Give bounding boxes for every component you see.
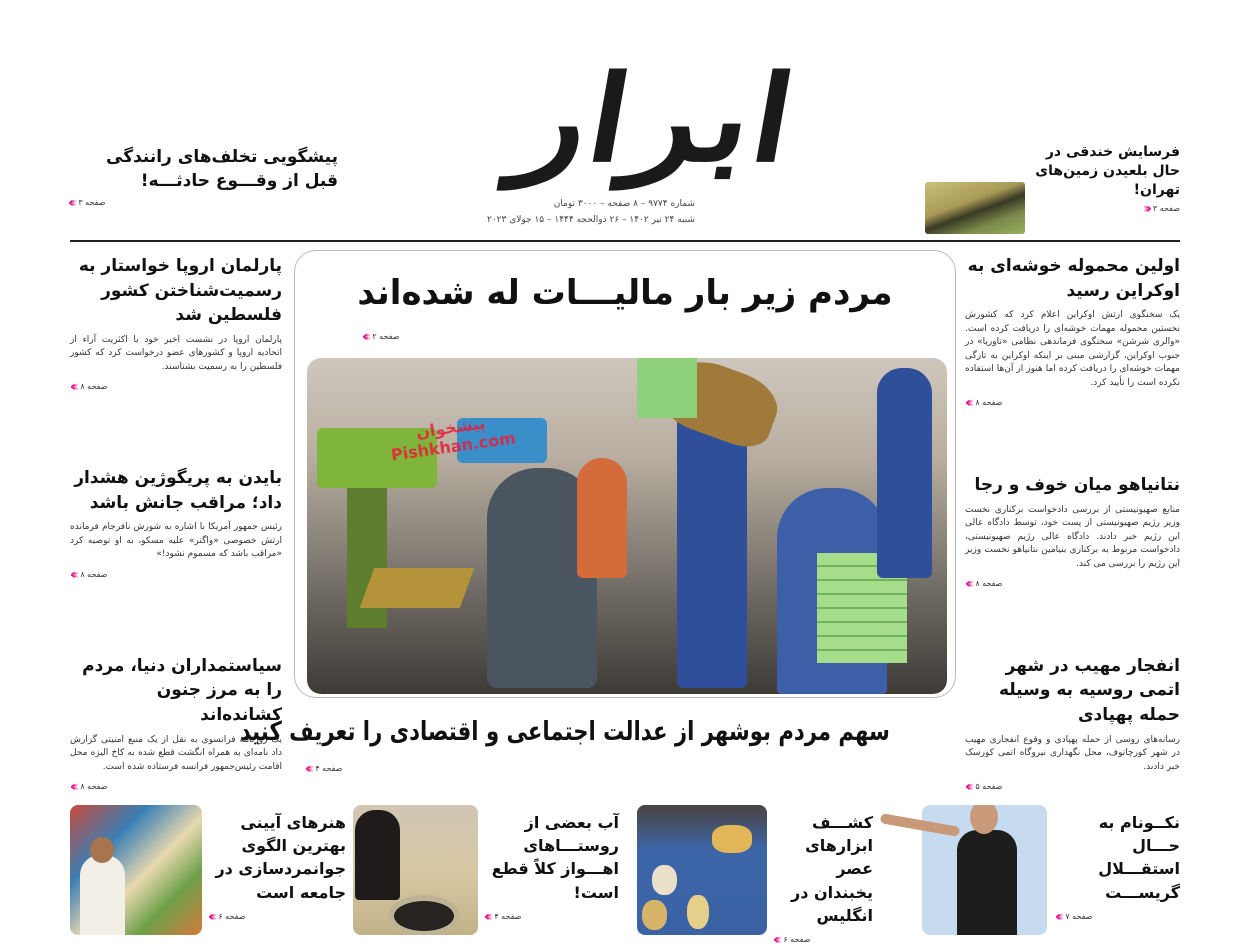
right-story-3[interactable]	[965, 654, 1180, 794]
top-teaser-right[interactable]	[1035, 143, 1180, 216]
lead-photo	[307, 358, 947, 694]
painting-photo	[70, 805, 202, 935]
issue-line: شماره ۹۷۷۴ – ۸ صفحه – ۳۰۰۰ تومان	[553, 199, 695, 209]
story-title: نتانیاهو میان خوف و رجا	[974, 474, 1180, 495]
lead-headline: مردم زیر بار مالیـــات له شده‌اند	[357, 273, 893, 313]
teaser-title: فرسایش خندقی در حال بلعیدن زمین‌های تهران!	[1035, 144, 1180, 198]
page-ref-label: صفحه ۶	[218, 911, 246, 921]
story-title: آب بعضی از روستـــاهای اهـــواز کلاً قطع است!	[491, 813, 619, 902]
second-lead-headline[interactable]: سهم مردم بوشهر از عدالت اجتماعی و اقتصادی را تعریف کنید	[239, 717, 890, 747]
bottom-story-4[interactable]	[70, 805, 348, 935]
page-ref-label: صفحه ۸	[975, 579, 1003, 588]
coach-figure	[957, 830, 1017, 935]
well-opening	[388, 895, 460, 935]
story-body: پارلمان اروپا در نشست اخیر خود با اکثریت آراء از اتحادیه اروپا و کشورهای عضو درخواست کرد که کشور فلسطین را به رسمیت بشناسند.	[70, 334, 282, 372]
bottom-story-1[interactable]	[880, 805, 1180, 935]
left-story-2[interactable]	[70, 466, 282, 582]
left-column	[70, 254, 282, 794]
page-ref[interactable]	[484, 910, 619, 924]
artifact	[712, 825, 752, 853]
story-title: هنرهای آیینی بهترین الگوی جوانمردسازی در جامعه است	[215, 813, 346, 902]
page-ref-label: صفحه ۷	[1065, 911, 1093, 921]
page-ref-label: صفحه ۴	[494, 911, 522, 921]
story-text	[773, 811, 873, 947]
story-title: اولین محموله خوشه‌ای به اوکراین رسید	[967, 256, 1180, 301]
page-ref[interactable]	[965, 780, 1180, 794]
sinkhole-photo	[925, 182, 1025, 234]
story-title: پارلمان اروپا خواستار به رسمیت‌شناختن کشور فلسطین شد	[78, 256, 282, 326]
page-ref-label: صفحه ۴	[315, 764, 343, 773]
page-ref[interactable]	[773, 933, 873, 947]
worker-figure	[577, 458, 627, 578]
page-ref-label: صفحه ۸	[80, 569, 108, 579]
story-body: یک سخنگوی ارتش اوکراین اعلام کرد که کشورش نخستین محموله مهمات خوشه‌ای را دریافت کرده است. «والری شرشن» سخنگوی فرماندهی نظامی «تاوریا» در جنوب اوکراین، گزارشی مبنی بر اینکه اوکراین به تازگی مهمات خوشه‌ای را دریافت کرده اما هنوز از آن‌ها استفاده نکرده است را تأیید کرد.	[965, 310, 1180, 388]
left-story-1[interactable]	[70, 254, 282, 394]
page-ref[interactable]	[70, 380, 282, 394]
arrow-icon: ‹‹‹	[965, 576, 971, 592]
story-body: یک روزنامه فرانسوی به نقل از یک منبع امنیتی گزارش داد نامه‌ای به همراه انگشت قطع شده به کاخ الیزه محل اقامت رئیس‌جمهور فرانسه فرستاده شده است.	[70, 734, 282, 772]
page-ref[interactable]	[70, 780, 282, 794]
arrow-icon: ‹‹‹	[773, 931, 779, 948]
page-ref[interactable]	[965, 577, 1180, 591]
well-photo	[353, 805, 478, 935]
date-line: شنبه ۲۴ تیر ۱۴۰۲ – ۲۶ ذوالحجه ۱۴۴۴ – ۱۵ جولای ۲۰۲۳	[487, 215, 695, 225]
page-ref[interactable]	[70, 568, 282, 582]
page-ref[interactable]	[68, 196, 338, 210]
arrow-icon: ‹‹‹	[70, 379, 76, 396]
arrow-icon: ‹‹‹	[208, 908, 214, 925]
bottom-story-2[interactable]	[637, 805, 877, 948]
bottom-story-3[interactable]	[353, 805, 623, 935]
masthead-logo: ابرار	[505, 49, 806, 188]
porter-figure	[877, 368, 932, 578]
page-ref[interactable]	[208, 910, 346, 924]
story-title: انفجار مهیب در شهر اتمی روسیه به وسیله حمله پهپادی	[998, 655, 1180, 725]
teaser-title: پیشگویی تخلف‌های رانندگی قبل از وقـــوع حادثـــه!	[106, 147, 338, 191]
story-body: رئیس جمهور آمریکا با اشاره به شورش نافرجام فرمانده ارتش خصوصی «واگنر» علیه مسکو، به او توصیه کرد «مراقب باشد که مسموم نشود!»	[70, 522, 282, 560]
artifact	[687, 895, 709, 929]
page-ref[interactable]	[1035, 202, 1180, 216]
man-head	[90, 837, 114, 863]
page-ref-label: صفحه ۳	[1152, 203, 1180, 213]
woman-figure	[355, 810, 400, 900]
right-story-1[interactable]	[965, 254, 1180, 410]
story-body: منابع صهیونیستی از بررسی دادخواست برکناری نخست وزیر رژیم صهیونیستی از پست خود، توسط دادگاه عالی این رژیم خبر دادند. دادگاه عالی رژیم صهیونیستی، دادخواست مربوط به برکناری بنیامین نتانیاهو نخست وزیر این رژیم را بررسی می کند.	[965, 504, 1180, 569]
man-figure	[80, 855, 125, 935]
page-ref-label: صفحه ۶	[783, 934, 811, 944]
story-body: رسانه‌های روسی از حمله پهپادی و وقوع انفجاری مهیب در شهر کورچاتوف، محل نگهداری نیروگاه اتمی کورسک خبر دادند.	[965, 734, 1180, 772]
artifacts-photo	[637, 805, 767, 935]
arrow-icon: ‹‹‹	[484, 908, 490, 925]
page-ref[interactable]	[1055, 910, 1180, 924]
arrow-icon: ‹‹‹	[362, 329, 368, 345]
page-ref-label: صفحه ۸	[80, 382, 108, 392]
story-title: نکــونام به حـــال استقـــلال گریســـت	[1098, 813, 1180, 902]
top-teaser-left[interactable]	[68, 146, 338, 210]
masthead-rule	[70, 240, 1180, 242]
arrow-icon: ‹‹‹	[305, 761, 311, 777]
story-title: کشـــف ابزارهای عصر یخبندان در انگلیس	[791, 813, 873, 925]
arrow-icon: ‹‹‹	[1055, 908, 1061, 925]
page-ref-label: صفحه ۸	[80, 782, 108, 791]
arrow-icon: ‹‹‹	[68, 194, 74, 211]
story-text	[1055, 811, 1180, 924]
watermark: پیشخوان Pishkhan.com	[389, 413, 517, 465]
arrow-icon: ‹‹‹	[965, 779, 971, 795]
arrow-icon: ‹‹‹	[70, 779, 76, 795]
story-text	[484, 811, 619, 924]
money-bundles	[637, 358, 697, 418]
story-title: سیاستمداران دنیا، مردم را به مرز جنون کشانده‌اند	[82, 655, 282, 725]
story-text	[208, 811, 346, 924]
arrow-icon: ‹‹‹	[965, 395, 971, 412]
page-ref[interactable]	[362, 330, 399, 344]
page-ref-label: صفحه ۲	[372, 332, 400, 341]
artifact	[642, 900, 667, 930]
page-ref-label: صفحه ۵	[975, 782, 1003, 791]
page-ref[interactable]	[305, 762, 342, 776]
page-ref[interactable]	[965, 396, 1180, 410]
page-ref-label: صفحه ۳	[78, 197, 106, 207]
page-ref-label: صفحه ۸	[975, 398, 1003, 408]
story-title: بایدن به پریگوژین هشدار داد؛ مراقب جانش باشد	[74, 468, 282, 513]
right-story-2[interactable]	[965, 473, 1180, 591]
artifact	[652, 865, 677, 895]
right-column	[965, 254, 1180, 794]
arrow-icon: ‹‹‹	[1142, 200, 1148, 217]
arrow-icon: ‹‹‹	[70, 566, 76, 583]
tray-shape	[360, 568, 475, 608]
